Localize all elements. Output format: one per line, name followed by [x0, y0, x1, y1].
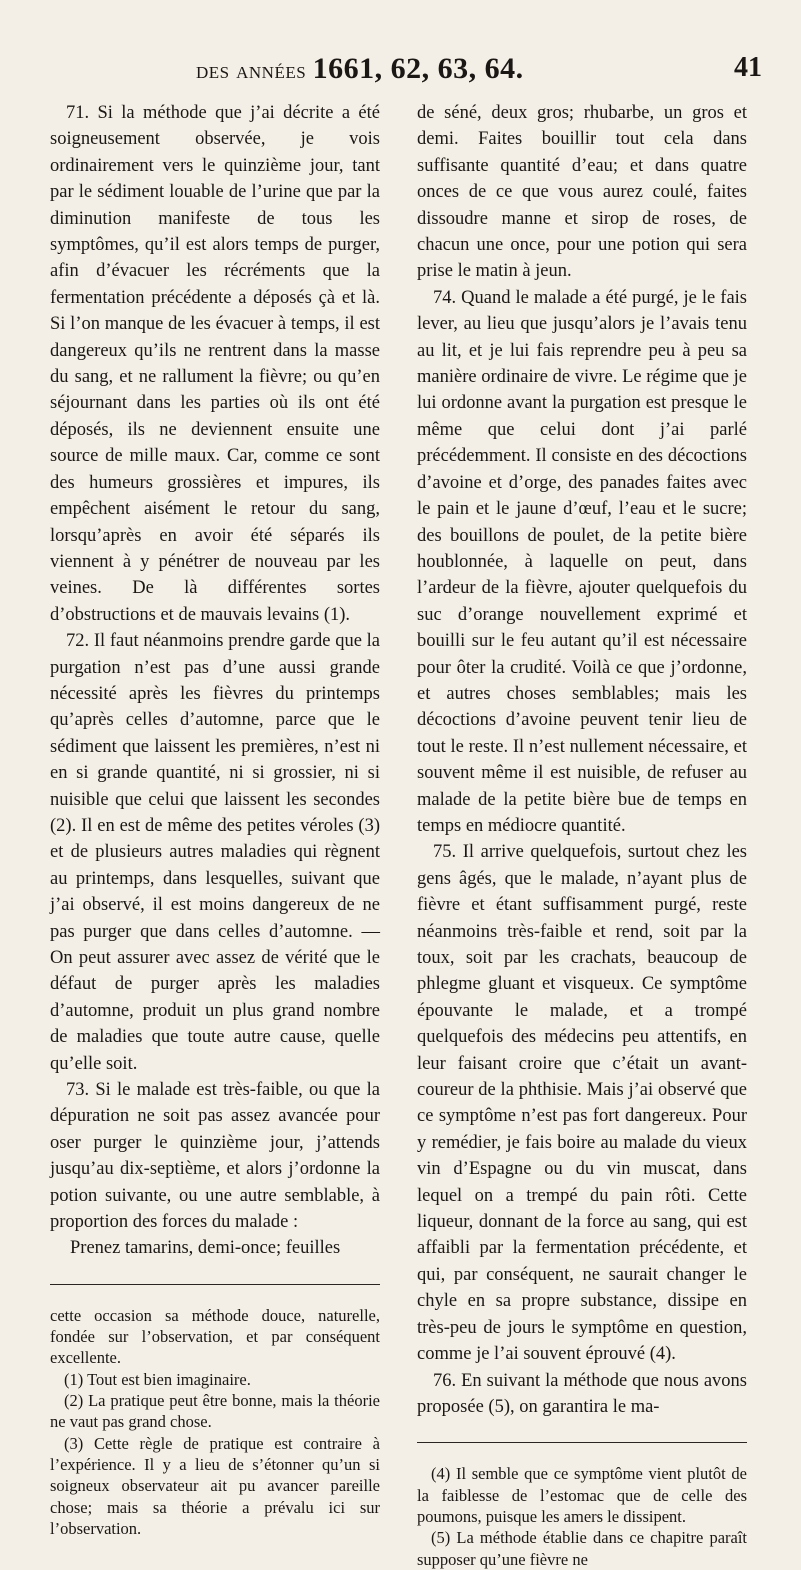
footnote-3: (3) Cette règle de pratique est contraire à l’expérience. Il y a lieu de s’étonner qu’un si soigneux observateur ait pu avancer pareille chose; mais sa théorie a prévalu ici sur l’observation.: [50, 1433, 380, 1538]
running-title-prefix: des années: [196, 58, 307, 84]
paragraph-71: 71. Si la méthode que j’ai décrite a été soigneusement observée, je vois ordinairement vers le quinzième jour, tant par le sédiment louable de l’urine que par la diminution manifeste de tous les symptômes, qu’il est alors temps de purger, afin d’évacuer les récréments que la fermentation précédente a déposés çà et là. Si l’on manque de les évacuer à temps, il est dangereux qu’ils ne rentrent dans la masse du sang, et ne rallument la fièvre; ou qu’en séjournant dans les parties où ils ont été déposés, ils ne deviennent ensuite une source de mille maux. Car, comme ce sont des humeurs grossières et impures, ils empêchent aisément le retour du sang, lorsqu’après en avoir été séparés ils viennent à y pénétrer de nouveau par les veines. De là différentes sortes d’obstructions et de mauvais levains (1).: [50, 103, 380, 625]
running-title-years: 1661, 62, 63, 64.: [312, 52, 524, 85]
running-title: [196, 52, 524, 86]
paragraph-74: 74. Quand le malade a été purgé, je le fais lever, au lieu que jusqu’alors je l’avais tenu au lit, et je lui fais reprendre peu à peu sa manière ordinaire de vivre. Le régime que je lui ordonne avant la purgation est presque le même que celui dont j’ai parlé précédemment. Il consiste en des décoctions d’avoine et d’orge, des panades faites avec le pain et le jaune d’œuf, l’eau et le sucre; des bouillons de poulet, de la petite bière houblonnée, à laquelle on peut, dans l’ardeur de la fièvre, ajouter quelquefois du suc d’orange nouvellement exprimé et bouilli sur le feu autant qu’il est nécessaire pour ôter la crudité. Voilà ce que j’ordonne, et autres choses semblables; mais les décoctions d’avoine peuvent tenir lieu de tout le reste. Il n’est nullement nécessaire, et souvent même il est nuisible, de refuser au malade de la petite bière bue de temps en temps en médiocre quantité.: [417, 287, 747, 836]
recipe-continuation: de séné, deux gros; rhubarbe, un gros et demi. Faites bouillir tout cela dans suffisante quantité d’eau; et dans quatre onces de ce que vous aurez coulé, faites dissoudre manne et sirop de roses, de chacun une once, pour une potion qui sera prise le matin à jeun.: [417, 103, 747, 282]
footnote-1: (1) Tout est bien imaginaire.: [64, 1369, 251, 1389]
paragraph-73: 73. Si le malade est très-faible, ou que la dépuration ne soit pas assez avancée pour oser purger le quinzième jour, j’attends jusqu’au dix-septième, et alors j’ordonne la potion suivante, ou une autre semblable, à proportion des forces du malade :: [50, 1080, 380, 1233]
paragraph-72: 72. Il faut néanmoins prendre garde que la purgation n’est pas d’une aussi grande nécessité après les fièvres du printemps qu’après celles d’automne, parce que le sédiment que laissent les premières, n’est ni en si grande quantité, ni si grossier, ni si nuisible que celui que laissent les secondes (2). Il en est de même des petites véroles (3) et de plusieurs autres maladies qui règnent au printemps, dans lesquelles, suivant que j’ai observé, il est moins dangereux de ne pas purger que dans celles d’automne. — On peut assurer avec assez de vérité que le défaut de purger après les maladies d’automne, produit un plus grand nombre de maladies que toute autre cause, quelle qu’elle soit.: [50, 631, 380, 1074]
page-number: 41: [734, 52, 762, 83]
left-column: [50, 100, 380, 1539]
footnotes-left: [50, 1305, 380, 1539]
footnotes-right: [417, 1463, 747, 1569]
footnote-4: (4) Il semble que ce symptôme vient plutôt de la faiblesse de l’estomac que de celle des poumons, puisque les amers le dissipent.: [417, 1464, 747, 1526]
page-header: [50, 50, 762, 90]
footnote-2: (2) La pratique peut être bonne, mais la théorie ne vaut pas grand chose.: [50, 1391, 380, 1432]
footnote-continuation: cette occasion sa méthode douce, naturelle, fondée sur l’observation, et par conséquent excellente.: [50, 1305, 380, 1368]
recipe-line: Prenez tamarins, demi-once; feuilles: [70, 1238, 341, 1259]
footnote-rule: [50, 1284, 380, 1285]
footnote-rule: [417, 1442, 747, 1443]
right-column: [417, 100, 747, 1570]
footnote-5: (5) La méthode établie dans ce chapitre paraît supposer qu’une fièvre ne: [417, 1528, 747, 1569]
paragraph-76: 76. En suivant la méthode que nous avons proposée (5), on garantira le ma-: [417, 1370, 747, 1417]
paragraph-75: 75. Il arrive quelquefois, surtout chez les gens âgés, que le malade, n’ayant plus de fièvre et étant suffisamment purgé, reste néanmoins très-faible et rend, soit par la toux, soit par les crachats, beaucoup de phlegme gluant et visqueux. Ce symptôme épouvante le malade, et a trompé quelquefois des médecins peu attentifs, en leur faisant croire que c’était un avant-coureur de la phthisie. Mais j’ai observé que ce symptôme n’est pas fort dangereux. Pour y remédier, je fais boire au malade du vieux vin d’Espagne ou du vin muscat, dans lequel on a trempé du pain rôti. Cette liqueur, donnant de la force au sang, qui est affaibli par la fermentation précédente, et qui, par conséquent, ne saurait changer le chyle en sa propre substance, dissipe en très-peu de jours le symptôme en question, comme je l’ai souvent éprouvé (4).: [417, 842, 747, 1365]
